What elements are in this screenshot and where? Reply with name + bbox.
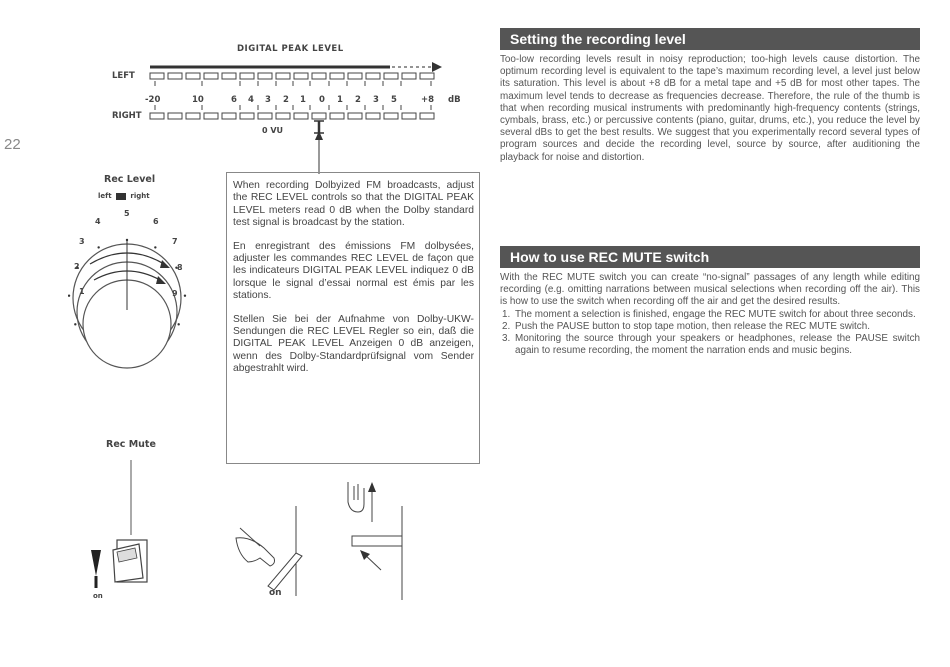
right-meter-segments [150, 113, 434, 119]
meter-segment [276, 73, 290, 79]
scale-mark: 1 [337, 95, 343, 105]
pause-on-label: on [269, 588, 282, 598]
page-number: 22 [4, 136, 21, 153]
section-intro: With the REC MUTE switch you can create “no-signal” passages of any length while editing recording (e.g. omitting narrations between musical selections when recording off the air). This is how to use the switch when recording off the air and get the desired results. [500, 272, 920, 308]
dial-numbers [68, 200, 193, 370]
meter-segment [240, 113, 254, 119]
meter-segment [312, 73, 326, 79]
note-box [226, 172, 480, 464]
note-english: When recording Dolbyized FM broadcasts, adjust the REC LEVEL controls so that the DIGITAL PEAK LEVEL meters read 0 dB when the Dolby standard test signal is broadcast by the station. [233, 180, 474, 229]
rec-mute-switch[interactable] [85, 460, 165, 595]
dial-number: 6 [153, 217, 159, 226]
pointer-arrow [310, 130, 330, 176]
scale-mark: 3 [373, 95, 379, 105]
section-recording-level [500, 28, 920, 164]
meter-segment [168, 113, 182, 119]
meter-segment [402, 113, 416, 119]
meter-segment [330, 73, 344, 79]
meter-right-label: RIGHT [112, 111, 142, 121]
scale-mark: 2 [355, 95, 361, 105]
meter-segment [222, 73, 236, 79]
section-body: Too-low recording levels result in noisy reproduction; too-high levels cause distortion. The optimum recording level is equivalent to the tape’s maximum recording level, a level just below its saturation. This level is about +8 dB for a metal tape and +5 dB for most other tapes. The maximum level tends to decrease as frequencies decrease. Therefore, the rule of the thumb is that when recording musical instruments with predominantly high-frequency contents (strings, cymbals, brass, etc.) or percussive contents (piano, guitar, drums, etc.), you reduce the level by several dBs to get the best results. We suggest that you experimentally record several types of program sources and decide the recording level, source by source, after auditioning the playback for noise and distortion. [500, 54, 920, 163]
meter-segment [330, 113, 344, 119]
meter-segment [348, 113, 362, 119]
meter-segment [150, 113, 164, 119]
meter-segment [420, 73, 434, 79]
meter-segment [294, 73, 308, 79]
meter-segment [402, 73, 416, 79]
meter-segment [312, 113, 326, 119]
scale-mark: 0 [319, 95, 325, 105]
scale-mark: +8 [421, 95, 435, 105]
meter-segment [366, 113, 380, 119]
meter-segment [258, 73, 272, 79]
rec-mute-on-label: on [93, 592, 103, 600]
scale-mark: 6 [231, 95, 237, 105]
dial-number: 1 [79, 287, 85, 296]
meter-segment [420, 113, 434, 119]
meter-segment [384, 113, 398, 119]
scale-mark: 10 [192, 95, 204, 105]
section-heading: How to use REC MUTE switch [500, 246, 920, 268]
steps-list [500, 309, 920, 358]
zero-vu-label: 0 VU [262, 126, 284, 135]
note-french: En enregistrant des émissions FM dolbysées, adjuster les commandes REC LEVEL de façon que les indicateurs DIGITAL PEAK LEVEL indiquez 0 dB lorsque le signal d’essai normal est émis par les stations. [233, 240, 474, 302]
scale-mark: 3 [265, 95, 271, 105]
left-meter-segments [150, 73, 434, 79]
meter-segment [222, 113, 236, 119]
dial-number: 2 [74, 262, 80, 271]
dial-number: 4 [95, 217, 101, 226]
hand-operation-illustration [230, 478, 410, 603]
meter-segment [150, 73, 164, 79]
meter-left-label: LEFT [112, 71, 135, 81]
step-item: 1. The moment a selection is finished, engage the REC MUTE switch for about three seconds. [513, 309, 920, 321]
scale-mark: 2 [283, 95, 289, 105]
meter-segment [276, 113, 290, 119]
meter-segment [384, 73, 398, 79]
step-item: 2. Push the PAUSE button to stop tape motion, then release the REC MUTE switch. [513, 321, 920, 333]
meter-segment [258, 113, 272, 119]
rec-level-title: Rec Level [104, 174, 156, 185]
meter-segment [294, 113, 308, 119]
meter-title: DIGITAL PEAK LEVEL [237, 44, 344, 54]
meter-segment [348, 73, 362, 79]
meter-segment [204, 113, 218, 119]
dial-number: 9 [172, 289, 178, 298]
dial-number: 8 [177, 263, 183, 272]
scale-mark: -20 [145, 95, 161, 105]
meter-segment [186, 113, 200, 119]
scale-mark: dB [448, 95, 461, 105]
meter-segment [168, 73, 182, 79]
section-heading: Setting the recording level [500, 28, 920, 50]
dial-number: 5 [124, 209, 130, 218]
meter-segment [240, 73, 254, 79]
scale-mark: 5 [391, 95, 397, 105]
meter-segment [186, 73, 200, 79]
rec-level-sub: left right [98, 192, 150, 200]
dial-number: 3 [79, 237, 85, 246]
dial-number: 7 [172, 237, 178, 246]
meter-scale [140, 95, 470, 107]
rec-mute-title: Rec Mute [106, 439, 156, 450]
meter-segment [204, 73, 218, 79]
scale-mark: 1 [300, 95, 306, 105]
step-item: 3. Monitoring the source through your speakers or headphones, release the PAUSE switch again to resume recording, the moment the narration ends and music begins. [513, 333, 920, 357]
section-rec-mute [500, 246, 920, 357]
meter-segment [366, 73, 380, 79]
scale-mark: 4 [248, 95, 254, 105]
note-german: Stellen Sie bei der Aufnahme von Dolby-UKW-Sendungen die REC LEVEL Regler so ein, daß die DIGITAL PEAK LEVEL Anzeigen 0 dB anzeigen, wenn des Dolby-Standardprüfsignal vom Sender abgestrahlt wird. [233, 313, 474, 375]
